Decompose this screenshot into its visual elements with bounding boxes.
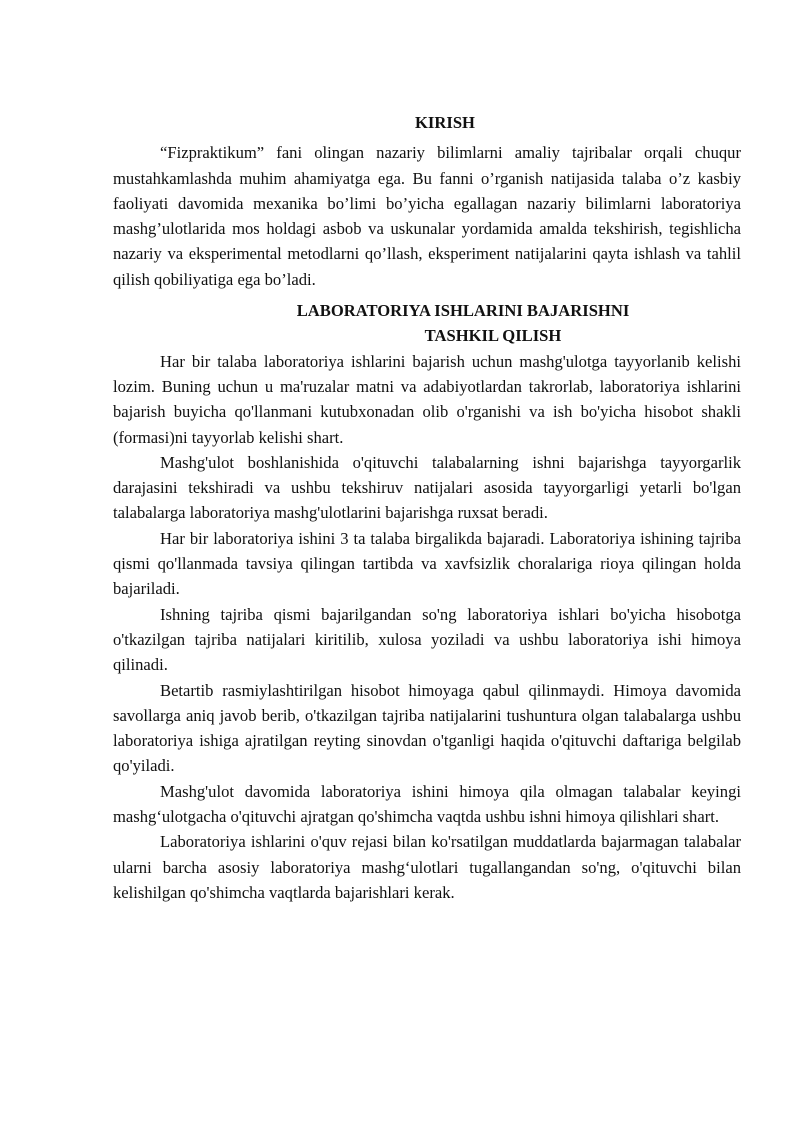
section-title: [113, 298, 741, 349]
section-title-line-2: TASHKIL QILISH: [424, 326, 562, 346]
paragraph-1: Har bir talaba laboratoriya ishlarini bajarish uchun mashg'ulotga tayyorlanib kelishi lozim. Buning uchun u ma'ruzalar matni va adabiyotlardan takrorlab, laboratoriya ishlarini bajarish buyicha qo'llanmani kutubxonadan olib o'rganishi va ish bo'yicha hisobot shakli (formasi)ni tayyorlab kelishi shart.: [113, 351, 741, 447]
paragraph-2: Mashg'ulot boshlanishida o'qituvchi talabalarning ishni bajarishga tayyorgarlik darajasini tekshiradi va ushbu tekshiruv natijalari asosida tayyorgarligi yetarli bo'lgan talabalarga laboratoriya mashg'ulotlarini bajarishga ruxsat beradi.: [113, 452, 741, 523]
section-title-line-1: LABORATORIYA ISHLARINI BAJARISHNI: [296, 301, 630, 321]
page-title: KIRISH: [415, 113, 475, 132]
paragraph-6: Mashg'ulot davomida laboratoriya ishini himoya qila olmagan talabalar keyingi mashg‘ulotgacha o'qituvchi ajratgan qo'shimcha vaqtda ushbu ishni himoya qilishlari shart.: [113, 781, 741, 827]
intro-paragraph: “Fizpraktikum” fani olingan nazariy bilimlarni amaliy tajribalar orqali chuqur mustahkamlashda muhim ahamiyatga ega. Bu fanni o’rganish natijasida talaba o’z kasbiy faoliyati davomida mexanika bo’limi bo’yicha egallagan nazariy bilimlarni laboratoriya mashg’ulotlarida mos holdagi asbob va uskunalar yordamida amalda tekshirish, tegishlicha nazariy va eksperimental metodlarni qo’llash, eksperiment natijalarini qayta ishlash va tahlil qilish qobiliyatiga ega bo’ladi.: [113, 143, 741, 289]
document-page: [113, 110, 741, 905]
paragraph-3: Har bir laboratoriya ishini 3 ta talaba birgalikda bajaradi. Laboratoriya ishining tajriba qismi qo'llanmada tavsiya qilingan tartibda va xavfsizlik choralariga rioya qilingan holda bajariladi.: [113, 528, 741, 599]
paragraph-4: Ishning tajriba qismi bajarilgandan so'ng laboratoriya ishlari bo'yicha hisobotga o'tkazilgan tajriba natijalari kiritilib, xulosa yoziladi va ushbu laboratoriya ishi himoya qilinadi.: [113, 604, 741, 675]
paragraph-7: Laboratoriya ishlarini o'quv rejasi bilan ko'rsatilgan muddatlarda bajarmagan talabalar ularni barcha asosiy laboratoriya mashg‘ulotlari tugallangandan so'ng, o'qituvchi bilan kelishilgan qo'shimcha vaqtlarda bajarishlari kerak.: [113, 832, 741, 902]
paragraph-5: Betartib rasmiylashtirilgan hisobot himoyaga qabul qilinmaydi. Himoya davomida savollarga aniq javob berib, o'tkazilgan tajriba natijalarini tushuntura olgan talabalarga ushbu laboratoriya ishiga ajratilgan reyting sinovdan o'tganligi haqida o'qituvchi daftariga belgilab qo'yiladi.: [113, 680, 741, 776]
